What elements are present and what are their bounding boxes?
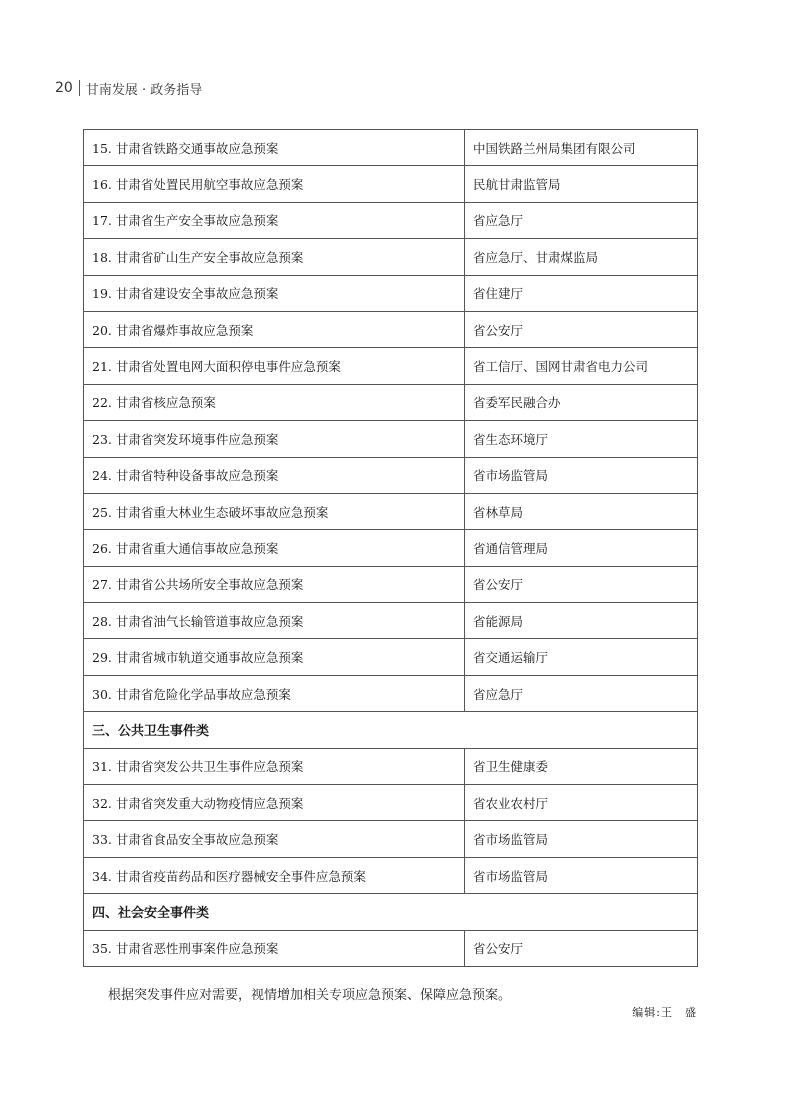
table-row — [84, 130, 698, 166]
lead-agency-cell: 省通信管理局 — [465, 530, 698, 566]
table-row — [84, 457, 698, 493]
emergency-plan-table — [83, 129, 698, 967]
table-row — [84, 348, 698, 384]
plan-name-cell: 18. 甘肃省矿山生产安全事故应急预案 — [84, 239, 465, 275]
plan-name-cell: 27. 甘肃省公共场所安全事故应急预案 — [84, 566, 465, 602]
table-row — [84, 675, 698, 711]
lead-agency-cell: 省农业农村厅 — [465, 785, 698, 821]
lead-agency-cell: 省交通运输厅 — [465, 639, 698, 675]
page-number: 20 — [55, 80, 73, 96]
footnote: 根据突发事件应对需要，视情增加相关专项应急预案、保障应急预案。 — [108, 988, 512, 1003]
table-row — [84, 239, 698, 275]
table-row — [84, 530, 698, 566]
lead-agency-cell: 省公安厅 — [465, 930, 698, 966]
plan-name-cell: 34. 甘肃省疫苗药品和医疗器械安全事件应急预案 — [84, 857, 465, 893]
plan-name-cell: 21. 甘肃省处置电网大面积停电事件应急预案 — [84, 348, 465, 384]
lead-agency-cell: 省住建厅 — [465, 275, 698, 311]
lead-agency-cell: 省卫生健康委 — [465, 748, 698, 784]
plan-name-cell: 35. 甘肃省恶性刑事案件应急预案 — [84, 930, 465, 966]
section-title: 三、公共卫生事件类 — [84, 712, 698, 748]
lead-agency-cell: 省应急厅 — [465, 202, 698, 238]
plan-name-cell: 15. 甘肃省铁路交通事故应急预案 — [84, 130, 465, 166]
plan-name-cell: 30. 甘肃省危险化学品事故应急预案 — [84, 675, 465, 711]
table-row — [84, 166, 698, 202]
plan-name-cell: 32. 甘肃省突发重大动物疫情应急预案 — [84, 785, 465, 821]
plan-table-body — [84, 130, 698, 967]
plan-name-cell: 16. 甘肃省处置民用航空事故应急预案 — [84, 166, 465, 202]
lead-agency-cell: 省公安厅 — [465, 311, 698, 347]
lead-agency-cell: 省生态环境厅 — [465, 421, 698, 457]
table-row — [84, 930, 698, 966]
plan-name-cell: 22. 甘肃省核应急预案 — [84, 384, 465, 420]
table-row — [84, 566, 698, 602]
lead-agency-cell: 省工信厅、国网甘肃省电力公司 — [465, 348, 698, 384]
plan-name-cell: 25. 甘肃省重大林业生态破坏事故应急预案 — [84, 493, 465, 529]
lead-agency-cell: 省公安厅 — [465, 566, 698, 602]
plan-name-cell: 28. 甘肃省油气长输管道事故应急预案 — [84, 603, 465, 639]
lead-agency-cell: 省委军民融合办 — [465, 384, 698, 420]
plan-name-cell: 23. 甘肃省突发环境事件应急预案 — [84, 421, 465, 457]
table-row — [84, 311, 698, 347]
lead-agency-cell: 省林草局 — [465, 493, 698, 529]
lead-agency-cell: 中国铁路兰州局集团有限公司 — [465, 130, 698, 166]
section-header-row — [84, 712, 698, 748]
table-row — [84, 821, 698, 857]
plan-name-cell: 29. 甘肃省城市轨道交通事故应急预案 — [84, 639, 465, 675]
section-header-row — [84, 894, 698, 930]
table-row — [84, 603, 698, 639]
table-row — [84, 421, 698, 457]
table-row — [84, 857, 698, 893]
table-row — [84, 639, 698, 675]
plan-name-cell: 17. 甘肃省生产安全事故应急预案 — [84, 202, 465, 238]
section-title: 四、社会安全事件类 — [84, 894, 698, 930]
plan-name-cell: 31. 甘肃省突发公共卫生事件应急预案 — [84, 748, 465, 784]
lead-agency-cell: 省市场监管局 — [465, 821, 698, 857]
lead-agency-cell: 民航甘肃监管局 — [465, 166, 698, 202]
table-row — [84, 493, 698, 529]
publication-title: 甘南发展 · 政务指导 — [85, 82, 203, 98]
plan-name-cell: 24. 甘肃省特种设备事故应急预案 — [84, 457, 465, 493]
table-row — [84, 202, 698, 238]
plan-name-cell: 26. 甘肃省重大通信事故应急预案 — [84, 530, 465, 566]
lead-agency-cell: 省市场监管局 — [465, 857, 698, 893]
page-header — [55, 78, 202, 98]
lead-agency-cell: 省应急厅、甘肃煤监局 — [465, 239, 698, 275]
editor-credit: 编辑:王 盛 — [632, 1006, 697, 1019]
table-row — [84, 275, 698, 311]
header-divider — [79, 80, 80, 96]
lead-agency-cell: 省应急厅 — [465, 675, 698, 711]
plan-name-cell: 19. 甘肃省建设安全事故应急预案 — [84, 275, 465, 311]
lead-agency-cell: 省能源局 — [465, 603, 698, 639]
table-row — [84, 785, 698, 821]
plan-name-cell: 33. 甘肃省食品安全事故应急预案 — [84, 821, 465, 857]
plan-name-cell: 20. 甘肃省爆炸事故应急预案 — [84, 311, 465, 347]
table-row — [84, 384, 698, 420]
lead-agency-cell: 省市场监管局 — [465, 457, 698, 493]
table-row — [84, 748, 698, 784]
